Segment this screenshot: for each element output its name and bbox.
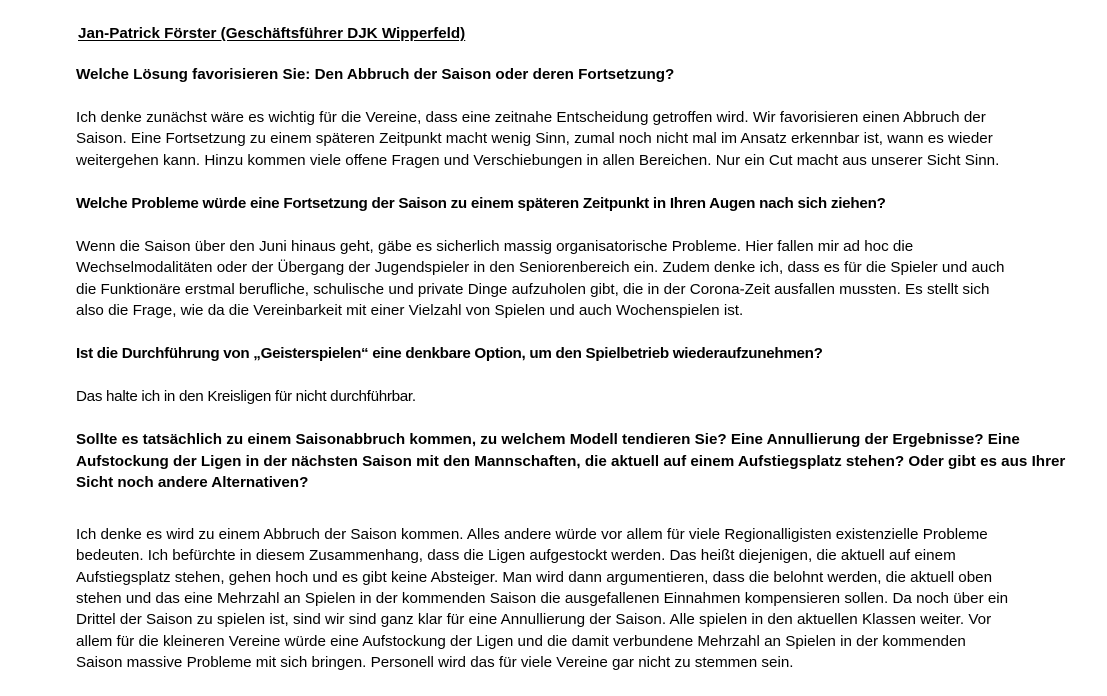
answer-1-line-2: Saison. Eine Fortsetzung zu einem späteren Zeitpunkt macht wenig Sinn, zumal noch nicht mal im Ansatz erkennbar ist, wann es wieder	[76, 130, 993, 147]
question-1: Welche Lösung favorisieren Sie: Den Abbruch der Saison oder deren Fortsetzung?	[76, 66, 675, 83]
question-2: Welche Probleme würde eine Fortsetzung der Saison zu einem späteren Zeitpunkt in Ihren Augen nach sich ziehen?	[76, 195, 886, 212]
answer-4-line-1: Ich denke es wird zu einem Abbruch der Saison kommen. Alles andere würde vor allem für viele Regionalligisten existenzielle Probleme	[76, 526, 988, 543]
answer-4-line-5: Drittel der Saison zu spielen ist, sind wir sind ganz klar für eine Annullierung der Saison. Alle spielen in den aktuellen Klassen weiter. Vor	[76, 611, 992, 628]
answer-4-line-7: Saison massive Probleme mit sich bringen. Personell wird das für viele Vereine gar nicht zu stemmen sein.	[76, 654, 794, 671]
question-4-line-3: Sicht noch andere Alternativen?	[76, 474, 309, 491]
question-3: Ist die Durchführung von „Geisterspielen“ eine denkbare Option, um den Spielbetrieb wiederaufzunehmen?	[76, 345, 823, 362]
answer-4-line-3: Aufstiegsplatz stehen, gehen hoch und es gibt keine Absteiger. Man wird dann argumentieren, dass die belohnt werden, die aktuell oben	[76, 569, 993, 586]
answer-2-line-2: Wechselmodalitäten oder der Übergang der Jugendspieler in den Seniorenbereich ein. Zudem denke ich, dass es für die Spieler und auch	[76, 259, 1005, 276]
question-4-line-1: Sollte es tatsächlich zu einem Saisonabbruch kommen, zu welchem Modell tendieren Sie? Eine Annullierung der Ergebnisse? Eine	[76, 431, 1020, 448]
answer-1-line-3: weitergehen kann. Hinzu kommen viele offene Fragen und Verschiebungen in allen Bereichen. Nur ein Cut macht aus unserer Sicht Sinn.	[76, 152, 1000, 169]
answer-4-line-6: allem für die kleineren Vereine würde eine Aufstockung der Ligen und die damit verbundene Mehrzahl an Spielen in der kommenden	[76, 633, 966, 650]
answer-4-line-4: stehen und das eine Mehrzahl an Spielen in der kommenden Saison die ausgefallenen Einnahmen kompensieren sollen. Da noch über ein	[76, 590, 1009, 607]
answer-2-line-1: Wenn die Saison über den Juni hinaus geht, gäbe es sicherlich massig organisatorische Probleme. Hier fallen mir ad hoc die	[76, 238, 914, 255]
answer-1-line-1: Ich denke zunächst wäre es wichtig für die Vereine, dass eine zeitnahe Entscheidung getroffen wird. Wir favorisieren einen Abbruch der	[76, 109, 986, 126]
question-4-line-2: Aufstockung der Ligen in der nächsten Saison mit den Mannschaften, die aktuell auf einem Aufstiegsplatz stehen? Oder gibt es aus Ihrer	[76, 453, 1066, 470]
answer-3-line-1: Das halte ich in den Kreisligen für nicht durchführbar.	[76, 388, 416, 405]
document-title: Jan-Patrick Förster (Geschäftsführer DJK Wipperfeld)	[78, 25, 466, 42]
answer-2-line-4: also die Frage, wie da die Vereinbarkeit mit einer Vielzahl von Spielen und auch Wochenspielen ist.	[76, 302, 744, 319]
answer-2-line-3: die Funktionäre erstmal berufliche, schulische und private Dinge aufzuholen gibt, die in der Corona-Zeit ausfallen mussten. Es stellt sich	[76, 281, 990, 298]
answer-4-line-2: bedeuten. Ich befürchte in diesem Zusammenhang, dass die Ligen aufgestockt werden. Das heißt diejenigen, die aktuell auf einem	[76, 547, 956, 564]
